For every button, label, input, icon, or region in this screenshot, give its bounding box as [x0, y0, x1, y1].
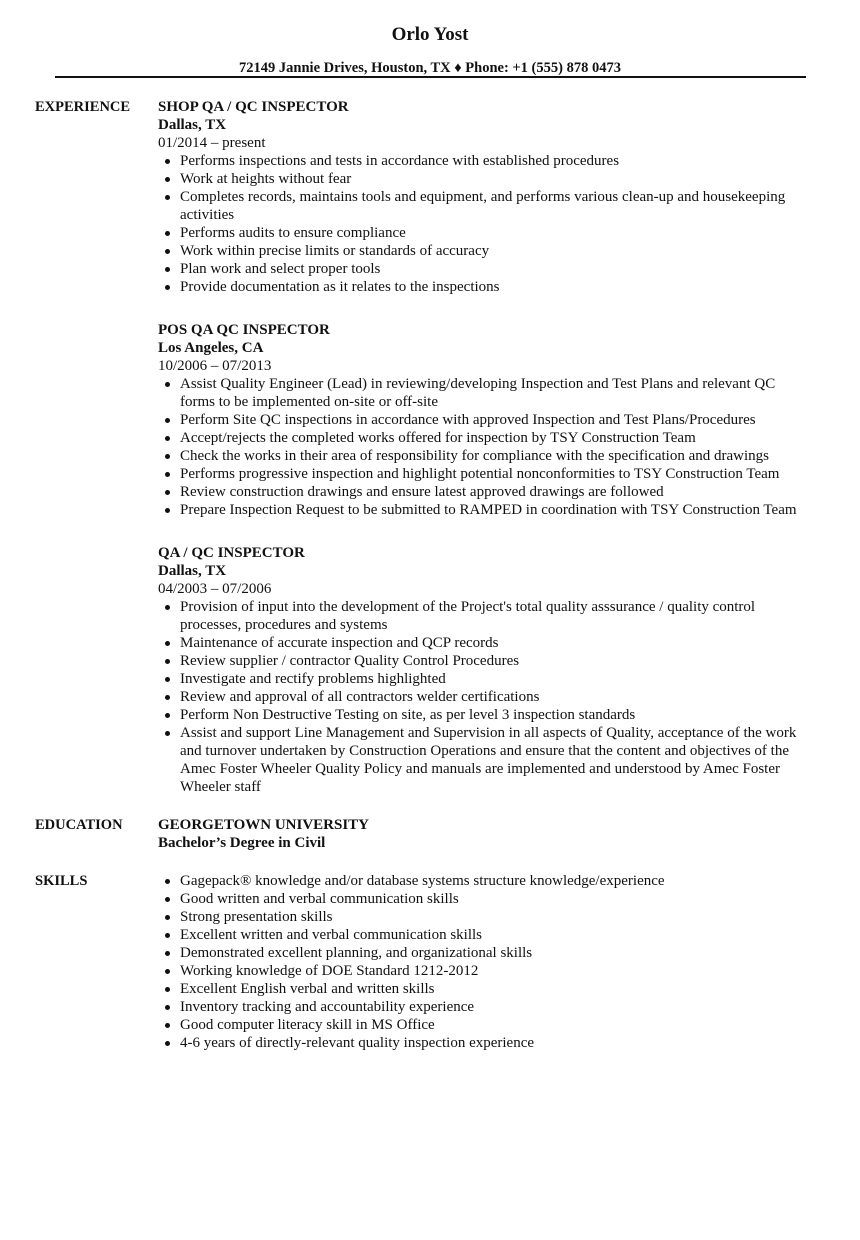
job-entry [158, 321, 808, 519]
section-label: SKILLS [35, 873, 88, 889]
job-location: Dallas, TX [158, 117, 227, 133]
skill-item: Good computer literacy skill in MS Office [180, 1016, 808, 1034]
header-divider [55, 76, 806, 78]
list-item: Performs inspections and tests in accordance with established procedures [180, 152, 808, 170]
list-item: Provide documentation as it relates to the inspections [180, 278, 808, 296]
list-item: Completes records, maintains tools and equipment, and performs various clean-up and housekeeping activities [180, 188, 808, 224]
list-item: Work at heights without fear [180, 170, 808, 188]
list-item: Performs progressive inspection and highlight potential nonconformities to TSY Construction Team [180, 465, 808, 483]
list-item: Assist and support Line Management and Supervision in all aspects of Quality, acceptance of the work and turnover undertaken by Construction Operations and ensure that the content and objectives of the Amec Foster Wheeler Quality Policy and manuals are implemented and understood by Amec Foster Wheeler staff [180, 724, 808, 796]
job-dates: 10/2006 – 07/2013 [158, 358, 272, 374]
education-section [35, 816, 815, 852]
job-title: QA / QC INSPECTOR [158, 545, 305, 561]
job-title: POS QA QC INSPECTOR [158, 322, 330, 338]
list-item: Review supplier / contractor Quality Control Procedures [180, 652, 808, 670]
skill-item: Inventory tracking and accountability experience [180, 998, 808, 1016]
list-item: Plan work and select proper tools [180, 260, 808, 278]
list-item: Prepare Inspection Request to be submitted to RAMPED in coordination with TSY Construction Team [180, 501, 808, 519]
contact-info: 72149 Jannie Drives, Houston, TX ♦ Phone: +1 (555) 878 0473 [239, 60, 621, 76]
jobs-list [158, 98, 808, 796]
skill-item: Gagepack® knowledge and/or database systems structure knowledge/experience [180, 872, 808, 890]
skills-list [158, 872, 808, 1052]
school-name: GEORGETOWN UNIVERSITY [158, 817, 370, 833]
list-item: Perform Non Destructive Testing on site, as per level 3 inspection standards [180, 706, 808, 724]
skill-item: Good written and verbal communication skills [180, 890, 808, 908]
job-dates: 04/2003 – 07/2006 [158, 581, 272, 597]
job-entry [158, 98, 808, 296]
skill-item: Working knowledge of DOE Standard 1212-2012 [180, 962, 808, 980]
list-item: Performs audits to ensure compliance [180, 224, 808, 242]
skills-section [35, 872, 815, 1052]
experience-section [35, 98, 815, 821]
degree: Bachelor’s Degree in Civil [158, 835, 326, 851]
list-item: Check the works in their area of responsibility for compliance with the specification and drawings [180, 447, 808, 465]
section-label: EXPERIENCE [35, 99, 131, 115]
job-bullets [158, 375, 808, 519]
job-bullets [158, 598, 808, 796]
skill-item: 4-6 years of directly-relevant quality inspection experience [180, 1034, 808, 1052]
list-item: Review construction drawings and ensure latest approved drawings are followed [180, 483, 808, 501]
list-item: Provision of input into the development of the Project's total quality asssurance / quality control processes, procedures and systems [180, 598, 808, 634]
job-entry [158, 544, 808, 796]
job-dates: 01/2014 – present [158, 135, 266, 151]
list-item: Investigate and rectify problems highlighted [180, 670, 808, 688]
skill-item: Excellent written and verbal communication skills [180, 926, 808, 944]
skill-item: Demonstrated excellent planning, and organizational skills [180, 944, 808, 962]
job-bullets [158, 152, 808, 296]
skill-item: Excellent English verbal and written skills [180, 980, 808, 998]
section-label: EDUCATION [35, 817, 123, 833]
list-item: Maintenance of accurate inspection and QCP records [180, 634, 808, 652]
list-item: Assist Quality Engineer (Lead) in reviewing/developing Inspection and Test Plans and relevant QC forms to be implemented on-site or off-site [180, 375, 808, 411]
job-title: SHOP QA / QC INSPECTOR [158, 99, 349, 115]
skill-item: Strong presentation skills [180, 908, 808, 926]
candidate-name: Orlo Yost [391, 24, 469, 45]
list-item: Review and approval of all contractors welder certifications [180, 688, 808, 706]
job-location: Dallas, TX [158, 563, 227, 579]
list-item: Work within precise limits or standards of accuracy [180, 242, 808, 260]
job-location: Los Angeles, CA [158, 340, 264, 356]
list-item: Perform Site QC inspections in accordance with approved Inspection and Test Plans/Procedures [180, 411, 808, 429]
list-item: Accept/rejects the completed works offered for inspection by TSY Construction Team [180, 429, 808, 447]
